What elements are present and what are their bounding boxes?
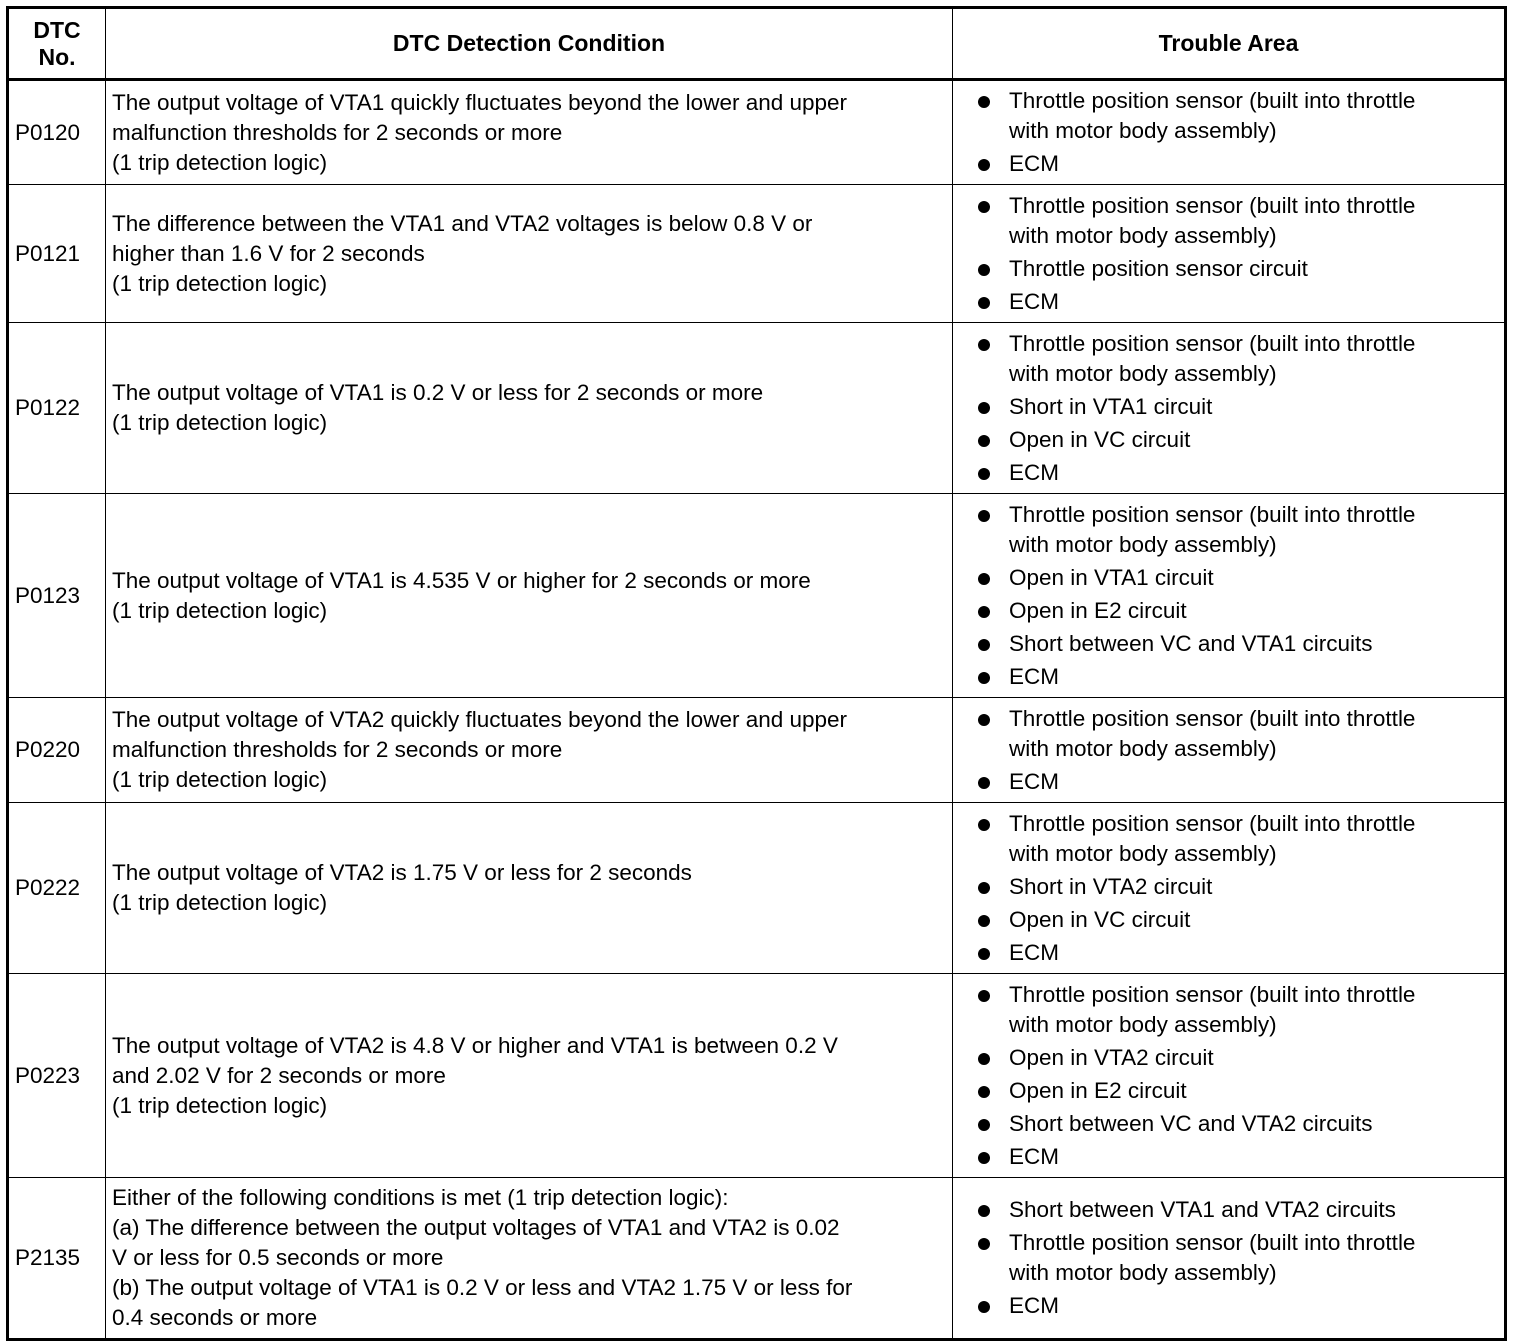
dtc-code-cell: P0223 <box>8 974 106 1178</box>
trouble-area-text: Open in VTA1 circuit <box>1009 564 1214 590</box>
bullet-icon <box>978 264 990 276</box>
trouble-area-cell <box>953 803 1506 974</box>
table-row <box>8 494 1506 698</box>
trouble-area-text: Throttle position sensor circuit <box>1009 255 1308 281</box>
dtc-table-page <box>6 6 1507 1337</box>
bullet-icon <box>978 1086 990 1098</box>
bullet-icon <box>978 339 990 351</box>
condition-line: (a) The difference between the output voltages of VTA1 and VTA2 is 0.02 <box>112 1215 840 1240</box>
trouble-area-list <box>977 191 1498 317</box>
detection-condition-cell <box>106 1178 953 1340</box>
bullet-icon <box>978 435 990 447</box>
dtc-code-cell: P0121 <box>8 185 106 323</box>
bullet-icon <box>978 1053 990 1065</box>
table-header-row <box>8 8 1506 80</box>
bullet-icon <box>978 639 990 651</box>
dtc-code-cell: P0222 <box>8 803 106 974</box>
trouble-area-list <box>977 1195 1498 1321</box>
trouble-area-text: Throttle position sensor (built into throttle <box>1009 501 1416 527</box>
bullet-icon <box>978 882 990 894</box>
list-item <box>977 1228 1498 1288</box>
bullet-icon <box>978 573 990 585</box>
trouble-area-text: Short between VTA1 and VTA2 circuits <box>1009 1197 1396 1222</box>
trouble-area-text: with motor body assembly) <box>1009 840 1277 866</box>
trouble-area-cell <box>953 1178 1506 1340</box>
trouble-area-text: Open in VC circuit <box>1009 426 1191 452</box>
trouble-area-text: Throttle position sensor (built into throttle <box>1009 1230 1416 1255</box>
bullet-icon <box>978 1238 990 1250</box>
condition-line: (1 trip detection logic) <box>112 767 328 792</box>
list-item <box>977 704 1498 764</box>
trouble-area-text: Short in VTA2 circuit <box>1009 873 1213 899</box>
condition-line: The output voltage of VTA1 quickly fluctuates beyond the lower and upper <box>112 89 848 115</box>
list-item <box>977 980 1498 1040</box>
table-body <box>8 80 1506 1340</box>
bullet-icon <box>978 1119 990 1131</box>
bullet-icon <box>978 1152 990 1164</box>
list-item <box>977 329 1498 389</box>
table-row <box>8 80 1506 185</box>
condition-line: The output voltage of VTA2 quickly fluctuates beyond the lower and upper <box>112 707 848 732</box>
condition-line: and 2.02 V for 2 seconds or more <box>112 1062 446 1088</box>
bullet-icon <box>978 96 990 108</box>
trouble-area-text: ECM <box>1009 1143 1059 1169</box>
table-row <box>8 185 1506 323</box>
condition-line: (1 trip detection logic) <box>112 270 328 296</box>
list-item <box>977 872 1498 902</box>
list-item <box>977 392 1498 422</box>
list-item <box>977 938 1498 968</box>
bullet-icon <box>978 468 990 480</box>
trouble-area-text: Open in E2 circuit <box>1009 1077 1187 1103</box>
table-row <box>8 698 1506 803</box>
list-item <box>977 1076 1498 1106</box>
list-item <box>977 629 1498 659</box>
bullet-icon <box>978 672 990 684</box>
condition-line: The output voltage of VTA2 is 1.75 V or less for 2 seconds <box>112 860 692 885</box>
list-item <box>977 149 1498 179</box>
list-item <box>977 1195 1498 1225</box>
dtc-code-cell: P2135 <box>8 1178 106 1340</box>
bullet-icon <box>978 819 990 831</box>
dtc-code-cell: P0122 <box>8 323 106 494</box>
list-item <box>977 191 1498 251</box>
list-item <box>977 809 1498 869</box>
dtc-table <box>6 6 1507 1341</box>
list-item <box>977 1109 1498 1139</box>
bullet-icon <box>978 948 990 960</box>
list-item <box>977 287 1498 317</box>
table-row <box>8 974 1506 1178</box>
trouble-area-text: with motor body assembly) <box>1009 531 1277 557</box>
list-item <box>977 458 1498 488</box>
bullet-icon <box>978 201 990 213</box>
trouble-area-text: ECM <box>1009 768 1059 794</box>
trouble-area-text: with motor body assembly) <box>1009 735 1277 761</box>
list-item <box>977 1043 1498 1073</box>
trouble-area-list <box>977 86 1498 179</box>
list-item <box>977 254 1498 284</box>
dtc-code-cell: P0120 <box>8 80 106 185</box>
trouble-area-text: Short between VC and VTA2 circuits <box>1009 1110 1373 1136</box>
detection-condition-cell <box>106 974 953 1178</box>
condition-line: The output voltage of VTA2 is 4.8 V or higher and VTA1 is between 0.2 V <box>112 1032 838 1058</box>
trouble-area-text: Throttle position sensor (built into throttle <box>1009 705 1416 731</box>
trouble-area-text: Throttle position sensor (built into throttle <box>1009 981 1416 1007</box>
condition-line: (1 trip detection logic) <box>112 1092 328 1118</box>
trouble-area-cell <box>953 698 1506 803</box>
table-row <box>8 803 1506 974</box>
header-trouble-area: Trouble Area <box>953 8 1506 80</box>
condition-line: (b) The output voltage of VTA1 is 0.2 V or less and VTA2 1.75 V or less for <box>112 1275 853 1300</box>
bullet-icon <box>978 1205 990 1217</box>
trouble-area-text: Open in VTA2 circuit <box>1009 1044 1214 1070</box>
header-dtc-no: DTC No. <box>8 8 106 80</box>
trouble-area-text: Open in VC circuit <box>1009 906 1191 932</box>
list-item <box>977 1142 1498 1172</box>
condition-line: (1 trip detection logic) <box>112 890 328 915</box>
condition-line: malfunction thresholds for 2 seconds or more <box>112 119 563 145</box>
detection-condition-cell <box>106 323 953 494</box>
detection-condition-cell <box>106 494 953 698</box>
bullet-icon <box>978 402 990 414</box>
condition-line: The difference between the VTA1 and VTA2 voltages is below 0.8 V or <box>112 210 813 236</box>
trouble-area-text: ECM <box>1009 151 1059 176</box>
list-item <box>977 86 1498 146</box>
condition-line: The output voltage of VTA1 is 0.2 V or less for 2 seconds or more <box>112 380 764 405</box>
trouble-area-text: with motor body assembly) <box>1009 1011 1277 1037</box>
list-item <box>977 596 1498 626</box>
trouble-area-text: with motor body assembly) <box>1009 360 1277 386</box>
table-row <box>8 1178 1506 1340</box>
list-item <box>977 500 1498 560</box>
bullet-icon <box>978 606 990 618</box>
trouble-area-text: Throttle position sensor (built into throttle <box>1009 192 1416 218</box>
trouble-area-text: with motor body assembly) <box>1009 1260 1277 1285</box>
list-item <box>977 905 1498 935</box>
trouble-area-cell <box>953 494 1506 698</box>
bullet-icon <box>978 714 990 726</box>
trouble-area-text: Throttle position sensor (built into throttle <box>1009 810 1416 836</box>
list-item <box>977 662 1498 692</box>
detection-condition-cell <box>106 803 953 974</box>
list-item <box>977 1291 1498 1321</box>
trouble-area-text: Throttle position sensor (built into throttle <box>1009 88 1416 113</box>
condition-line: (1 trip detection logic) <box>112 149 328 175</box>
bullet-icon <box>978 1301 990 1313</box>
trouble-area-text: with motor body assembly) <box>1009 222 1277 248</box>
dtc-code-cell: P0123 <box>8 494 106 698</box>
trouble-area-list <box>977 500 1498 692</box>
bullet-icon <box>978 915 990 927</box>
condition-line: malfunction thresholds for 2 seconds or more <box>112 737 563 762</box>
trouble-area-text: Open in E2 circuit <box>1009 597 1187 623</box>
list-item <box>977 767 1498 797</box>
trouble-area-text: Short between VC and VTA1 circuits <box>1009 630 1373 656</box>
bullet-icon <box>978 990 990 1002</box>
trouble-area-list <box>977 704 1498 797</box>
trouble-area-text: Throttle position sensor (built into throttle <box>1009 330 1416 356</box>
trouble-area-list <box>977 980 1498 1172</box>
condition-line: (1 trip detection logic) <box>112 597 328 623</box>
detection-condition-cell <box>106 185 953 323</box>
condition-line: (1 trip detection logic) <box>112 410 328 435</box>
bullet-icon <box>978 777 990 789</box>
trouble-area-text: Short in VTA1 circuit <box>1009 393 1213 419</box>
condition-line: 0.4 seconds or more <box>112 1305 318 1330</box>
list-item <box>977 563 1498 593</box>
trouble-area-text: with motor body assembly) <box>1009 118 1277 143</box>
trouble-area-list <box>977 329 1498 488</box>
trouble-area-text: ECM <box>1009 663 1059 689</box>
bullet-icon <box>978 159 990 171</box>
trouble-area-text: ECM <box>1009 459 1059 485</box>
trouble-area-text: ECM <box>1009 1293 1059 1318</box>
bullet-icon <box>978 510 990 522</box>
trouble-area-cell <box>953 323 1506 494</box>
bullet-icon <box>978 297 990 309</box>
trouble-area-cell <box>953 185 1506 323</box>
header-detection-condition: DTC Detection Condition <box>106 8 953 80</box>
trouble-area-list <box>977 809 1498 968</box>
detection-condition-cell <box>106 698 953 803</box>
condition-line: higher than 1.6 V for 2 seconds <box>112 240 425 266</box>
condition-line: V or less for 0.5 seconds or more <box>112 1245 444 1270</box>
detection-condition-cell <box>106 80 953 185</box>
trouble-area-text: ECM <box>1009 939 1059 965</box>
table-row <box>8 323 1506 494</box>
trouble-area-cell <box>953 974 1506 1178</box>
condition-line: The output voltage of VTA1 is 4.535 V or higher for 2 seconds or more <box>112 567 811 593</box>
condition-line: Either of the following conditions is met (1 trip detection logic): <box>112 1185 729 1210</box>
dtc-code-cell: P0220 <box>8 698 106 803</box>
trouble-area-text: ECM <box>1009 288 1059 314</box>
list-item <box>977 425 1498 455</box>
trouble-area-cell <box>953 80 1506 185</box>
